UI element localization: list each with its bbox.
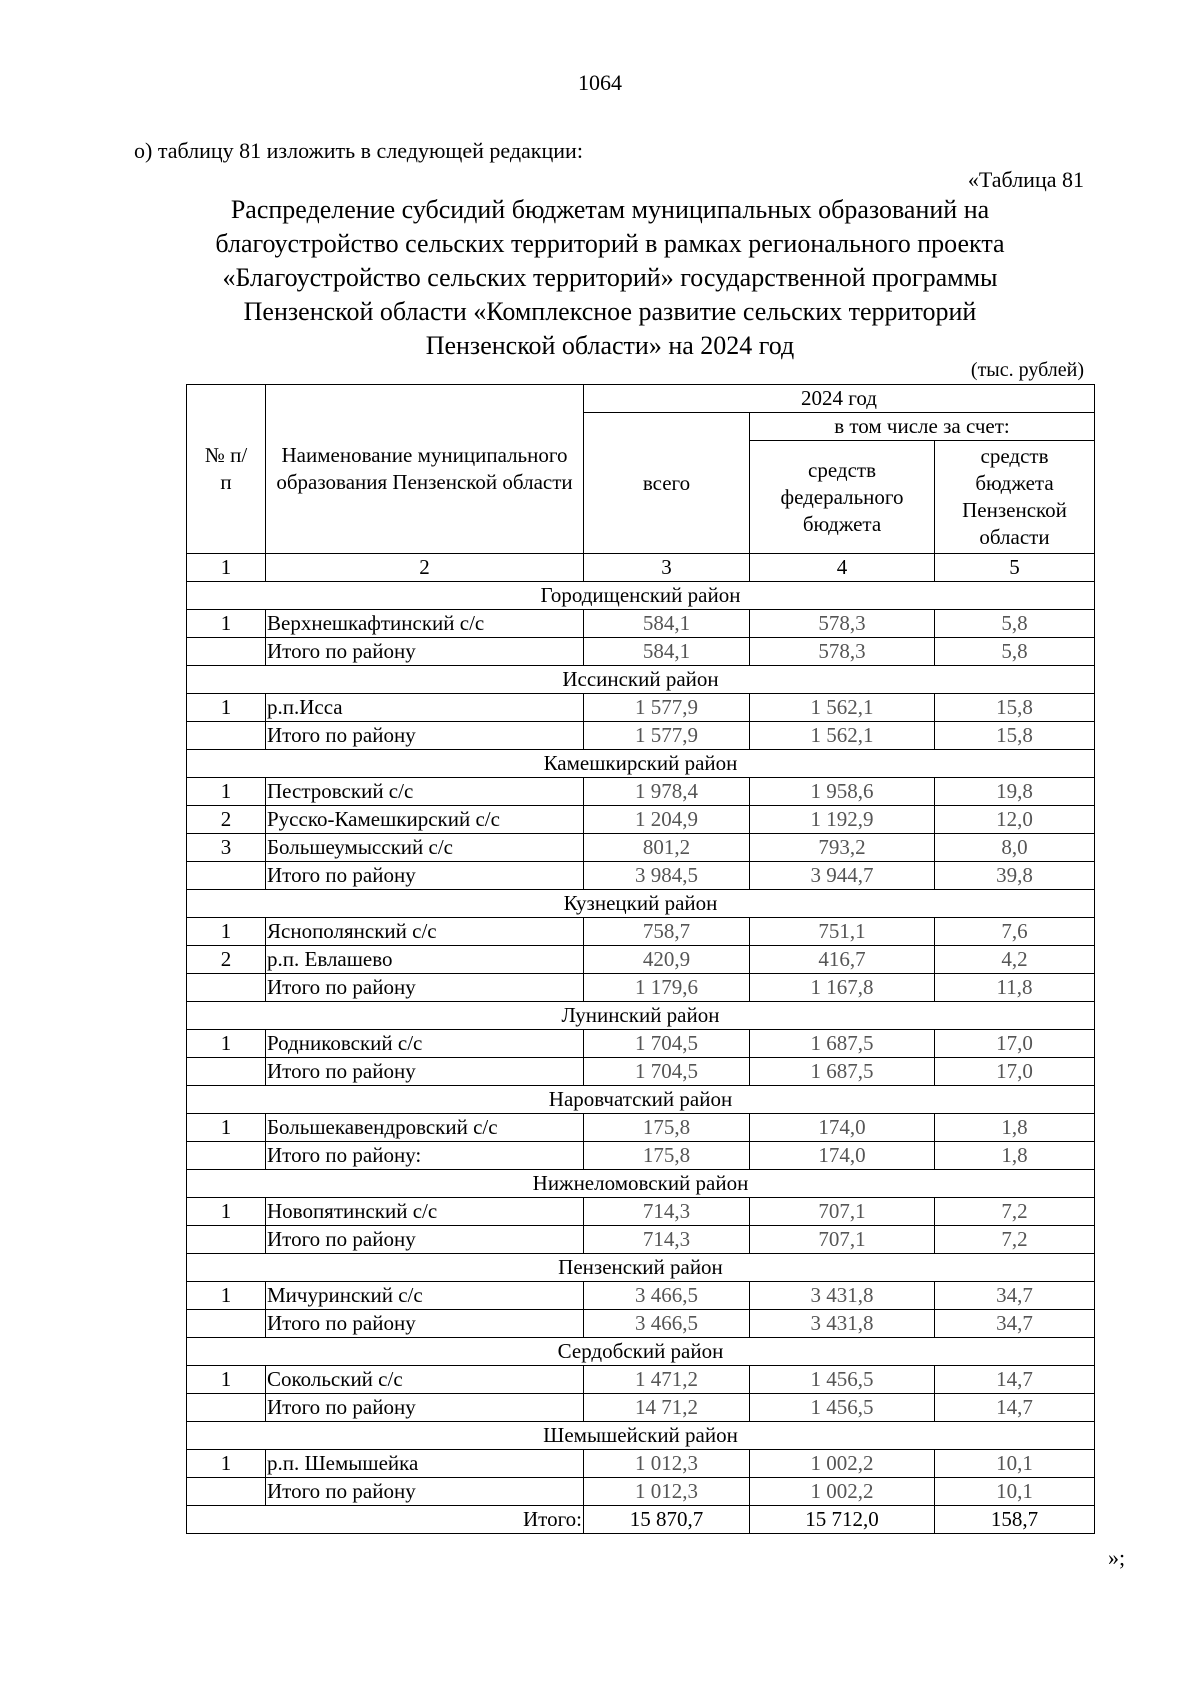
regional-value: 15,8 xyxy=(935,722,1095,750)
table-row xyxy=(187,610,1095,638)
municipality-name: Итого по району xyxy=(266,1310,584,1338)
regional-value: 17,0 xyxy=(935,1030,1095,1058)
total-value: 714,3 xyxy=(584,1198,750,1226)
district-name: Шемышейский район xyxy=(187,1422,1095,1450)
title-line: благоустройство сельских территорий в рамках регионального проекта xyxy=(215,229,1005,258)
regional-value: 8,0 xyxy=(935,834,1095,862)
federal-value: 707,1 xyxy=(750,1226,935,1254)
row-number xyxy=(187,722,266,750)
municipality-name: Итого по району xyxy=(266,1478,584,1506)
table-row xyxy=(187,1450,1095,1478)
table-row xyxy=(187,778,1095,806)
district-name: Лунинский район xyxy=(187,1002,1095,1030)
row-number xyxy=(187,1226,266,1254)
row-number: 1 xyxy=(187,778,266,806)
district-header-row xyxy=(187,890,1095,918)
regional-value: 14,7 xyxy=(935,1394,1095,1422)
total-value: 1 577,9 xyxy=(584,694,750,722)
federal-value: 578,3 xyxy=(750,610,935,638)
district-name: Городищенский район xyxy=(187,582,1095,610)
closing-mark: »; xyxy=(1108,1545,1126,1570)
subsidy-table xyxy=(186,384,1095,1534)
row-number: 1 xyxy=(187,1198,266,1226)
unit-note: (тыс. рублей) xyxy=(970,359,1084,381)
federal-value: 1 562,1 xyxy=(750,694,935,722)
total-value: 758,7 xyxy=(584,918,750,946)
grand-total-value: 15 870,7 xyxy=(584,1506,750,1534)
row-number: 1 xyxy=(187,694,266,722)
table-body xyxy=(187,582,1095,1534)
table-row xyxy=(187,1366,1095,1394)
header-federal: средств федерального бюджета xyxy=(750,441,935,554)
regional-value: 7,2 xyxy=(935,1198,1095,1226)
total-value: 1 704,5 xyxy=(584,1058,750,1086)
grand-total-row xyxy=(187,1506,1095,1534)
district-subtotal-row xyxy=(187,862,1095,890)
regional-value: 7,6 xyxy=(935,918,1095,946)
column-number: 4 xyxy=(750,554,935,582)
district-name: Кузнецкий район xyxy=(187,890,1095,918)
district-name: Камешкирский район xyxy=(187,750,1095,778)
district-header-row xyxy=(187,582,1095,610)
table-row xyxy=(187,806,1095,834)
row-number: 1 xyxy=(187,610,266,638)
municipality-name: Итого по району xyxy=(266,974,584,1002)
federal-value: 174,0 xyxy=(750,1114,935,1142)
federal-value: 416,7 xyxy=(750,946,935,974)
regional-value: 17,0 xyxy=(935,1058,1095,1086)
table-row xyxy=(187,918,1095,946)
row-number: 1 xyxy=(187,1282,266,1310)
federal-value: 793,2 xyxy=(750,834,935,862)
district-header-row xyxy=(187,1086,1095,1114)
federal-value: 3 431,8 xyxy=(750,1282,935,1310)
header-name: Наименование муниципального образования Пензенской области xyxy=(266,385,584,554)
row-number: 1 xyxy=(187,1450,266,1478)
municipality-name: Сокольский с/с xyxy=(266,1366,584,1394)
column-number: 5 xyxy=(935,554,1095,582)
district-name: Сердобский район xyxy=(187,1338,1095,1366)
district-subtotal-row xyxy=(187,1310,1095,1338)
total-value: 584,1 xyxy=(584,638,750,666)
federal-value: 1 687,5 xyxy=(750,1058,935,1086)
table-title xyxy=(150,193,1070,363)
federal-value: 1 456,5 xyxy=(750,1366,935,1394)
municipality-name: Мичуринский с/с xyxy=(266,1282,584,1310)
municipality-name: Большекавендровский с/с xyxy=(266,1114,584,1142)
district-subtotal-row xyxy=(187,1226,1095,1254)
regional-value: 5,8 xyxy=(935,638,1095,666)
federal-value: 3 944,7 xyxy=(750,862,935,890)
federal-value: 1 687,5 xyxy=(750,1030,935,1058)
table-row xyxy=(187,834,1095,862)
table-row xyxy=(187,1198,1095,1226)
row-number xyxy=(187,1478,266,1506)
regional-value: 34,7 xyxy=(935,1310,1095,1338)
district-subtotal-row xyxy=(187,638,1095,666)
row-number xyxy=(187,974,266,1002)
total-value: 1 577,9 xyxy=(584,722,750,750)
federal-value: 1 958,6 xyxy=(750,778,935,806)
district-subtotal-row xyxy=(187,722,1095,750)
district-subtotal-row xyxy=(187,1058,1095,1086)
district-header-row xyxy=(187,750,1095,778)
municipality-name: Родниковский с/с xyxy=(266,1030,584,1058)
header-including: в том числе за счет: xyxy=(750,413,1095,441)
regional-value: 10,1 xyxy=(935,1478,1095,1506)
title-line: Пензенской области «Комплексное развитие сельских территорий xyxy=(243,297,977,326)
municipality-name: Яснополянский с/с xyxy=(266,918,584,946)
federal-value: 1 002,2 xyxy=(750,1478,935,1506)
total-value: 1 204,9 xyxy=(584,806,750,834)
municipality-name: Итого по району xyxy=(266,1226,584,1254)
municipality-name: Пестровский с/с xyxy=(266,778,584,806)
district-header-row xyxy=(187,1254,1095,1282)
regional-value: 39,8 xyxy=(935,862,1095,890)
total-value: 1 012,3 xyxy=(584,1478,750,1506)
total-value: 175,8 xyxy=(584,1114,750,1142)
district-name: Наровчатский район xyxy=(187,1086,1095,1114)
total-value: 3 466,5 xyxy=(584,1310,750,1338)
regional-value: 14,7 xyxy=(935,1366,1095,1394)
grand-total-label: Итого: xyxy=(187,1506,584,1534)
regional-value: 11,8 xyxy=(935,974,1095,1002)
column-number: 3 xyxy=(584,554,750,582)
federal-value: 3 431,8 xyxy=(750,1310,935,1338)
district-header-row xyxy=(187,666,1095,694)
regional-value: 5,8 xyxy=(935,610,1095,638)
federal-value: 1 192,9 xyxy=(750,806,935,834)
title-line: «Благоустройство сельских территорий» государственной программы xyxy=(222,263,998,292)
row-number xyxy=(187,1058,266,1086)
regional-value: 1,8 xyxy=(935,1114,1095,1142)
municipality-name: Итого по району: xyxy=(266,1142,584,1170)
title-line: Распределение субсидий бюджетам муниципальных образований на xyxy=(230,195,990,224)
federal-value: 1 002,2 xyxy=(750,1450,935,1478)
header-year: 2024 год xyxy=(584,385,1095,413)
district-header-row xyxy=(187,1338,1095,1366)
total-value: 1 978,4 xyxy=(584,778,750,806)
federal-value: 1 456,5 xyxy=(750,1394,935,1422)
header-total: всего xyxy=(584,413,750,554)
district-subtotal-row xyxy=(187,974,1095,1002)
regional-value: 34,7 xyxy=(935,1282,1095,1310)
federal-value: 1 167,8 xyxy=(750,974,935,1002)
federal-value: 174,0 xyxy=(750,1142,935,1170)
table-row xyxy=(187,694,1095,722)
regional-value: 1,8 xyxy=(935,1142,1095,1170)
table-row xyxy=(187,1282,1095,1310)
title-line: Пензенской области» на 2024 год xyxy=(425,331,795,360)
row-number xyxy=(187,862,266,890)
district-name: Иссинский район xyxy=(187,666,1095,694)
row-number xyxy=(187,1310,266,1338)
total-value: 1 471,2 xyxy=(584,1366,750,1394)
federal-value: 578,3 xyxy=(750,638,935,666)
row-number: 3 xyxy=(187,834,266,862)
municipality-name: р.п.Исса xyxy=(266,694,584,722)
total-value: 1 012,3 xyxy=(584,1450,750,1478)
intro-text: о) таблицу 81 изложить в следующей редакции: xyxy=(134,138,583,163)
regional-value: 15,8 xyxy=(935,694,1095,722)
row-number: 2 xyxy=(187,946,266,974)
row-number xyxy=(187,1142,266,1170)
regional-value: 4,2 xyxy=(935,946,1095,974)
municipality-name: Итого по району xyxy=(266,862,584,890)
header-regional: средств бюджета Пензенской области xyxy=(935,441,1095,554)
row-number: 2 xyxy=(187,806,266,834)
grand-total-regional: 158,7 xyxy=(935,1506,1095,1534)
municipality-name: р.п. Евлашево xyxy=(266,946,584,974)
total-value: 14 71,2 xyxy=(584,1394,750,1422)
federal-value: 1 562,1 xyxy=(750,722,935,750)
municipality-name: Русско-Камешкирский с/с xyxy=(266,806,584,834)
municipality-name: Итого по району xyxy=(266,638,584,666)
row-number xyxy=(187,638,266,666)
total-value: 175,8 xyxy=(584,1142,750,1170)
table-caption: «Таблица 81 xyxy=(967,167,1084,192)
regional-value: 7,2 xyxy=(935,1226,1095,1254)
district-name: Пензенский район xyxy=(187,1254,1095,1282)
total-value: 1 704,5 xyxy=(584,1030,750,1058)
district-name: Нижнеломовский район xyxy=(187,1170,1095,1198)
regional-value: 19,8 xyxy=(935,778,1095,806)
regional-value: 12,0 xyxy=(935,806,1095,834)
row-number: 1 xyxy=(187,918,266,946)
municipality-name: Новопятинский с/с xyxy=(266,1198,584,1226)
district-header-row xyxy=(187,1002,1095,1030)
municipality-name: р.п. Шемышейка xyxy=(266,1450,584,1478)
total-value: 584,1 xyxy=(584,610,750,638)
district-subtotal-row xyxy=(187,1478,1095,1506)
federal-value: 751,1 xyxy=(750,918,935,946)
municipality-name: Итого по району xyxy=(266,1058,584,1086)
row-number xyxy=(187,1394,266,1422)
district-header-row xyxy=(187,1422,1095,1450)
table-row xyxy=(187,1030,1095,1058)
header-num: № п/п xyxy=(187,385,266,554)
municipality-name: Итого по району xyxy=(266,1394,584,1422)
municipality-name: Верхнешкафтинский с/с xyxy=(266,610,584,638)
district-header-row xyxy=(187,1170,1095,1198)
municipality-name: Большеумысский с/с xyxy=(266,834,584,862)
column-number: 2 xyxy=(266,554,584,582)
total-value: 3 466,5 xyxy=(584,1282,750,1310)
page-number: 1064 xyxy=(578,70,622,95)
municipality-name: Итого по району xyxy=(266,722,584,750)
column-number: 1 xyxy=(187,554,266,582)
district-subtotal-row xyxy=(187,1394,1095,1422)
total-value: 420,9 xyxy=(584,946,750,974)
row-number: 1 xyxy=(187,1030,266,1058)
total-value: 714,3 xyxy=(584,1226,750,1254)
row-number: 1 xyxy=(187,1114,266,1142)
table-row xyxy=(187,1114,1095,1142)
total-value: 1 179,6 xyxy=(584,974,750,1002)
total-value: 801,2 xyxy=(584,834,750,862)
regional-value: 10,1 xyxy=(935,1450,1095,1478)
table-row xyxy=(187,946,1095,974)
row-number: 1 xyxy=(187,1366,266,1394)
grand-total-federal: 15 712,0 xyxy=(750,1506,935,1534)
total-value: 3 984,5 xyxy=(584,862,750,890)
federal-value: 707,1 xyxy=(750,1198,935,1226)
district-subtotal-row xyxy=(187,1142,1095,1170)
